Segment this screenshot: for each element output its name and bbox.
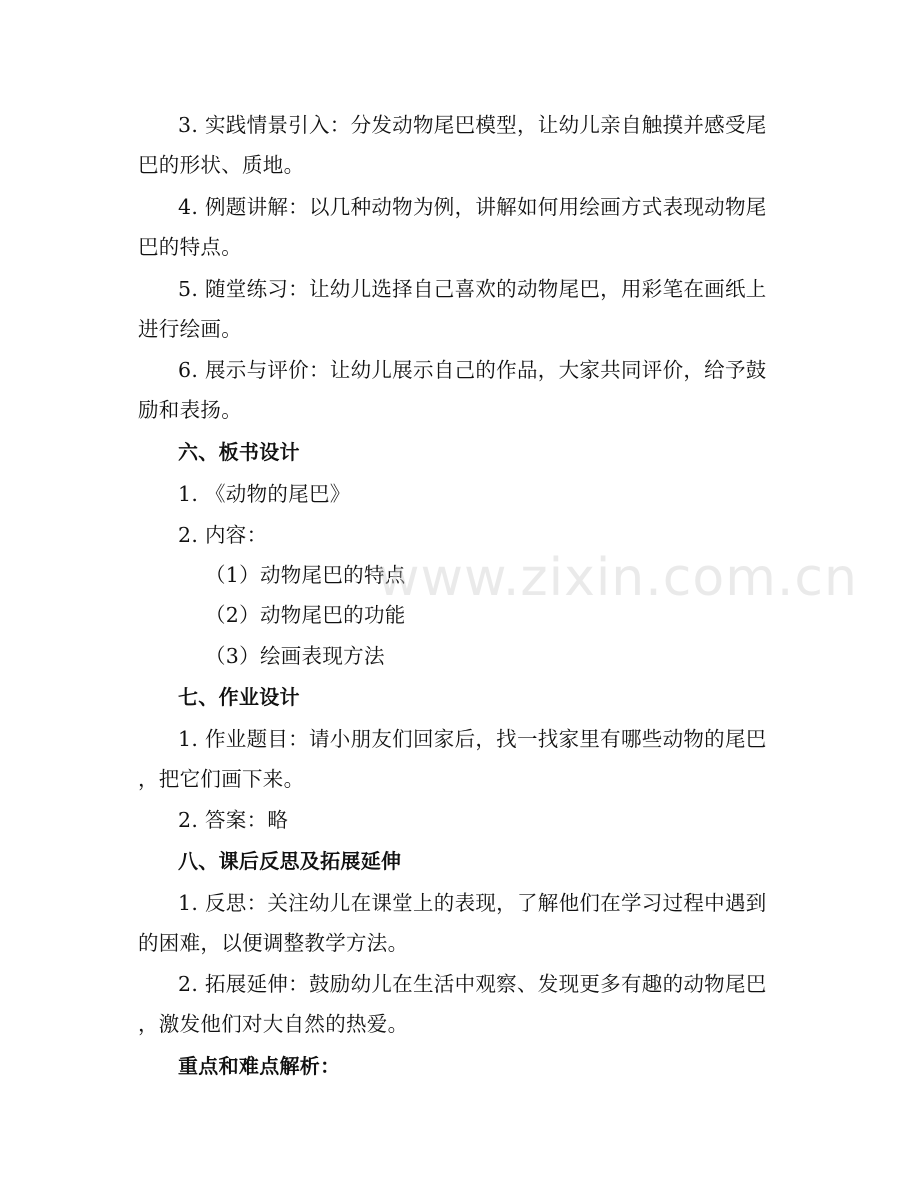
section-heading: 六、板书设计 bbox=[178, 440, 300, 464]
watermark-text: www.zixin.com.cn bbox=[377, 548, 858, 608]
list-item: 1. 《动物的尾巴》 bbox=[178, 482, 351, 506]
paragraph-line: 5. 随堂练习：让幼儿选择自己喜欢的动物尾巴，用彩笔在画纸上 bbox=[178, 277, 767, 301]
sub-list-item: （1）动物尾巴的特点 bbox=[205, 563, 406, 587]
sub-list-item: （3）绘画表现方法 bbox=[205, 644, 385, 668]
paragraph-line: 1. 作业题目：请小朋友们回家后，找一找家里有哪些动物的尾巴 bbox=[178, 727, 767, 751]
list-item: 2. 内容： bbox=[178, 523, 268, 547]
paragraph-line: 励和表扬。 bbox=[138, 398, 242, 422]
paragraph-line: 2. 答案：略 bbox=[178, 808, 289, 832]
paragraph-line: 3. 实践情景引入：分发动物尾巴模型，让幼儿亲自触摸并感受尾 bbox=[178, 113, 767, 137]
sub-list-item: （2）动物尾巴的功能 bbox=[205, 603, 406, 627]
section-heading: 重点和难点解析： bbox=[178, 1054, 341, 1078]
paragraph-line: 4. 例题讲解：以几种动物为例，讲解如何用绘画方式表现动物尾 bbox=[178, 195, 767, 219]
paragraph-line: ，激发他们对大自然的热爱。 bbox=[138, 1012, 409, 1036]
paragraph-line: ，把它们画下来。 bbox=[138, 767, 305, 791]
paragraph-line: 进行绘画。 bbox=[138, 317, 242, 341]
paragraph-line: 6. 展示与评价：让幼儿展示自己的作品，大家共同评价，给予鼓 bbox=[178, 358, 767, 382]
paragraph-line: 巴的形状、质地。 bbox=[138, 153, 305, 177]
paragraph-line: 巴的特点。 bbox=[138, 235, 242, 259]
paragraph-line: 2. 拓展延伸：鼓励幼儿在生活中观察、发现更多有趣的动物尾巴 bbox=[178, 972, 767, 996]
section-heading: 八、课后反思及拓展延伸 bbox=[178, 849, 402, 873]
section-heading: 七、作业设计 bbox=[178, 685, 300, 709]
paragraph-line: 的困难，以便调整教学方法。 bbox=[138, 931, 409, 955]
paragraph-line: 1. 反思：关注幼儿在课堂上的表现，了解他们在学习过程中遇到 bbox=[178, 891, 767, 915]
